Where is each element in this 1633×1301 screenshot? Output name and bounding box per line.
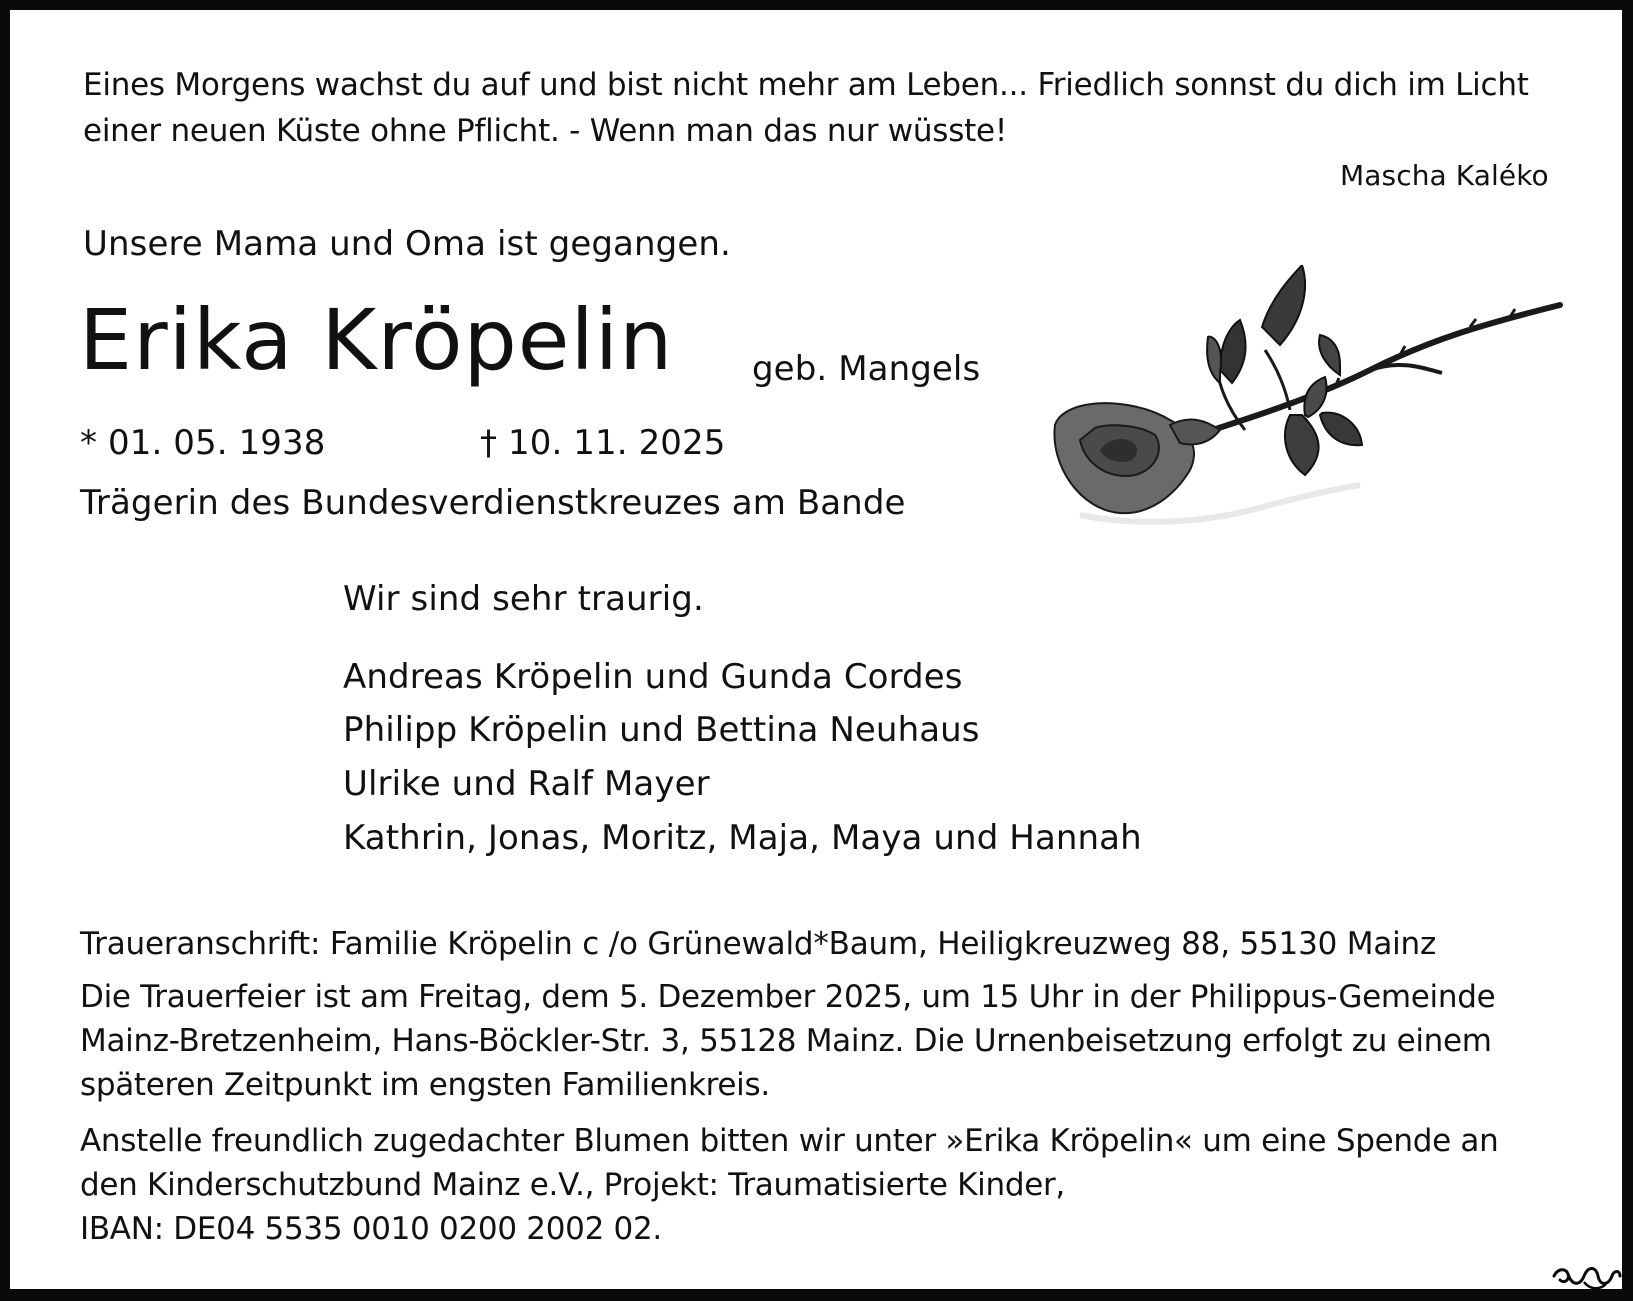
donation-line: Anstelle freundlich zugedachter Blumen bitten wir unter »Erika Kröpelin« um eine Spende an (80, 1123, 1499, 1159)
death-date: † 10. 11. 2025 (480, 423, 726, 463)
quote-line-2: einer neuen Küste ohne Pflicht. - Wenn man das nur wüsste! (83, 113, 1008, 149)
deceased-name: Erika Kröpelin (79, 291, 674, 389)
service-line: Mainz-Bretzenheim, Hans-Böckler-Str. 3, 55128 Mainz. Die Urnenbeisetzung erfolgt zu einem (80, 1023, 1492, 1059)
service-line: späteren Zeitpunkt im engsten Familienkreis. (80, 1067, 770, 1103)
donation-line: den Kinderschutzbund Mainz e.V., Projekt: Traumatisierte Kinder, (80, 1167, 1065, 1203)
mourner-line: Ulrike und Ralf Mayer (343, 764, 710, 804)
mourner-line: Philipp Kröpelin und Bettina Neuhaus (343, 710, 980, 750)
service-line: Die Trauerfeier ist am Freitag, dem 5. Dezember 2025, um 15 Uhr in der Philippus-Gemeinde (80, 979, 1496, 1015)
intro-text: Unsere Mama und Oma ist gegangen. (83, 224, 731, 264)
mourners-intro: Wir sind sehr traurig. (343, 579, 704, 619)
quote-author: Mascha Kaléko (1340, 159, 1549, 192)
rose-illustration (1040, 265, 1570, 540)
birth-date: * 01. 05. 1938 (80, 423, 326, 463)
mourner-line: Kathrin, Jonas, Moritz, Maja, Maya und Hannah (343, 818, 1142, 858)
maiden-name: geb. Mangels (752, 349, 981, 389)
honor-text: Trägerin des Bundesverdienstkreuzes am Bande (80, 483, 906, 523)
donation-line: IBAN: DE04 5535 0010 0200 2002 02. (80, 1211, 662, 1247)
quote-line-1: Eines Morgens wachst du auf und bist nicht mehr am Leben... Friedlich sonnst du dich im Licht (83, 67, 1529, 103)
mourner-line: Andreas Kröpelin und Gunda Cordes (343, 657, 963, 697)
funeral-address: Traueranschrift: Familie Kröpelin c /o Grünewald*Baum, Heiligkreuzweg 88, 55130 Mainz (80, 926, 1437, 962)
publisher-ornament-icon (1550, 1262, 1622, 1292)
